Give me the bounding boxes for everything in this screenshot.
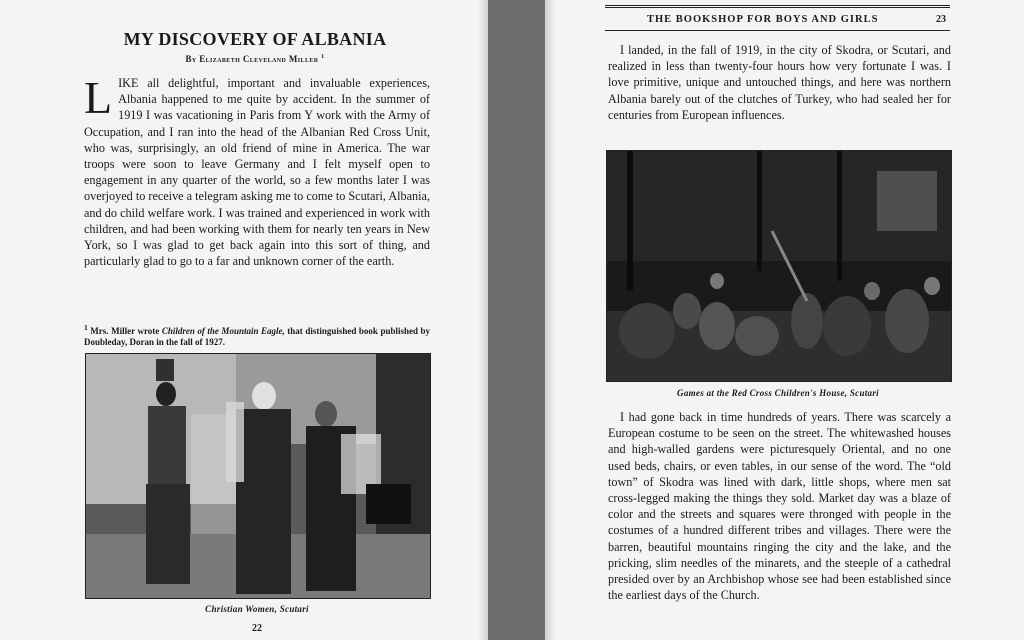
footnote-mark: 1 xyxy=(84,323,88,332)
byline-text: By Elizabeth Cleveland Miller xyxy=(185,54,319,64)
right-paragraph-2: I had gone back in time hundreds of years. There was scarcely a European costume to be seen on the street. The whitewashed houses and high-walled gardens were picturesquely Oriental, and no one used beds, chairs, or even tables, in our sense of the word. The “old town” of Skodra was lined with dark, little shops, where men sat cross-legged making the things they sold. Market day was a blaze of color and the streets and squares were thronged with people in the costumes of a hundred different tribes and villages. There were the barren, beautiful mountains ringing the city and the lake, and the pricking, slim needles of the minarets, and the steeple of a cathedral presided over by an Archbishop whose see had been established since the earliest days of the Church. xyxy=(608,410,951,603)
christian-women-photo xyxy=(85,353,431,599)
left-body-text: IKE all delightful, important and invaluable experiences, Albania happened to me quite by accident. In the summer of 1919 I was vacationing in Paris from Y work with the Army of Occupation, and I ran into the head of the Albanian Red Cross Unit, who was, surprisingly, an old friend of mine in America. The war troops were soon to leave Germany and I felt myself open to engagement in any quarter of the world, so a few months later I was overjoyed to receive a telegram asking me to come to Scutari, Albania, and do child welfare work. I was trained and experienced in work with children, and had been working with them for nearly ten years in New York, so I was glad to get back again into this sort of thing, and particularly glad to go to a far and unknown corner of the earth. xyxy=(84,76,430,269)
left-body-paragraph xyxy=(84,72,430,269)
christian-women-caption: Christian Women, Scutari xyxy=(205,604,309,614)
drop-cap: L xyxy=(84,72,113,123)
page-number-left: 22 xyxy=(252,623,262,634)
children-games-photo xyxy=(606,150,952,382)
right-paragraph-1: I landed, in the fall of 1919, in the city of Skodra, or Scutari, and realized in less than twenty-four hours how very fortunate I was. I love primitive, unique and untouched things, and here was northern Albania barely out of the clutches of Turkey, who had sealed her for centuries from European influences. xyxy=(608,43,951,122)
article-title: MY DISCOVERY OF ALBANIA xyxy=(123,29,387,49)
christian-women-photo-art xyxy=(86,354,430,598)
children-games-photo-art xyxy=(607,151,951,381)
running-head xyxy=(605,5,950,31)
byline-footnote-mark: 1 xyxy=(321,54,325,60)
footnote xyxy=(84,322,430,348)
gutter-shadow xyxy=(478,0,488,640)
children-games-caption: Games at the Red Cross Children's House, Scutari xyxy=(677,388,879,398)
byline xyxy=(85,54,425,64)
footnote-prefix: Mrs. Miller wrote xyxy=(90,326,160,336)
footnote-book-title: Children of the Mountain Eagle, xyxy=(161,326,285,336)
footnote-suffix: that distinguished book published by Doubleday, Doran in the fall of 1927. xyxy=(84,326,431,347)
gutter-shadow xyxy=(545,0,555,640)
running-head-title: THE BOOKSHOP FOR BOYS AND GIRLS xyxy=(647,14,879,25)
page-number-right: 23 xyxy=(936,14,946,25)
